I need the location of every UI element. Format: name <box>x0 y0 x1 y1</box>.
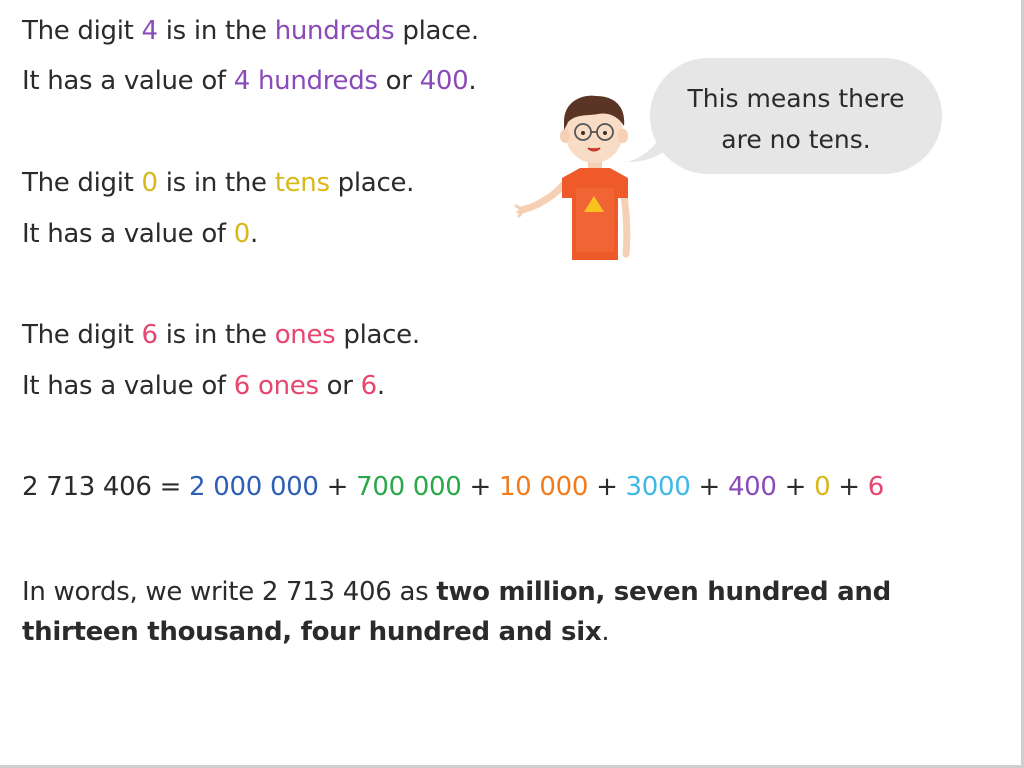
text: place. <box>394 16 479 46</box>
number-in-words-paragraph <box>22 572 1007 652</box>
text: is in the <box>157 16 275 46</box>
ones-term: 6 <box>867 472 885 502</box>
text: It has a value of <box>22 66 234 96</box>
text: place. <box>329 168 415 198</box>
plus-sign: + <box>690 472 728 502</box>
text: or <box>377 66 420 96</box>
digit-highlight: 6 <box>141 320 158 350</box>
place-highlight: hundreds <box>274 16 395 46</box>
speech-line: are no tens. <box>721 125 871 154</box>
value-highlight: 4 hundreds <box>233 66 378 96</box>
equals-sign: = <box>151 472 190 502</box>
digit-highlight: 4 <box>141 16 158 46</box>
plus-sign: + <box>461 472 499 502</box>
number-highlight: 6 <box>360 371 377 401</box>
plus-sign: + <box>830 472 868 502</box>
words-intro: In words, we write 2 713 406 as <box>22 577 437 607</box>
text: place. <box>335 320 420 350</box>
tens-term: 0 <box>814 472 831 502</box>
ones-digit-line <box>22 318 420 352</box>
ten-thousands-term: 10 000 <box>498 472 589 502</box>
hundreds-digit-line <box>22 14 479 48</box>
text: The digit <box>22 168 142 198</box>
speech-line: This means there <box>687 84 905 113</box>
boy-character-illustration <box>510 92 640 264</box>
thousands-term: 3000 <box>625 472 691 502</box>
hundreds-value-line <box>22 64 476 98</box>
text: The digit <box>22 320 142 350</box>
plus-sign: + <box>318 472 357 502</box>
digit-highlight: 0 <box>141 168 158 198</box>
hundreds-term: 400 <box>727 472 777 502</box>
hundred-thousands-term: 700 000 <box>356 472 462 502</box>
millions-term: 2 000 000 <box>189 472 319 502</box>
text: or <box>318 371 361 401</box>
place-highlight: ones <box>274 320 336 350</box>
tens-digit-line <box>22 166 414 200</box>
number-highlight: 400 <box>419 66 469 96</box>
text: . <box>250 219 258 249</box>
tens-value-line <box>22 217 258 251</box>
text: The digit <box>22 16 142 46</box>
text: It has a value of <box>22 219 234 249</box>
text: . <box>376 371 385 401</box>
value-highlight: 0 <box>233 219 251 249</box>
plus-sign: + <box>588 472 626 502</box>
plus-sign: + <box>776 472 815 502</box>
text: . <box>601 617 610 647</box>
whole-number: 2 713 406 <box>22 472 152 502</box>
ones-value-line <box>22 369 385 403</box>
place-highlight: tens <box>274 168 330 198</box>
text: is in the <box>157 320 275 350</box>
speech-bubble-text <box>650 78 942 160</box>
expanded-form-equation <box>22 470 884 504</box>
text: . <box>468 66 477 96</box>
number-in-words: two million, seven hundred and thirteen thousand, four hundred and six <box>22 577 891 647</box>
text: is in the <box>157 168 275 198</box>
value-highlight: 6 ones <box>233 371 319 401</box>
text: It has a value of <box>22 371 234 401</box>
